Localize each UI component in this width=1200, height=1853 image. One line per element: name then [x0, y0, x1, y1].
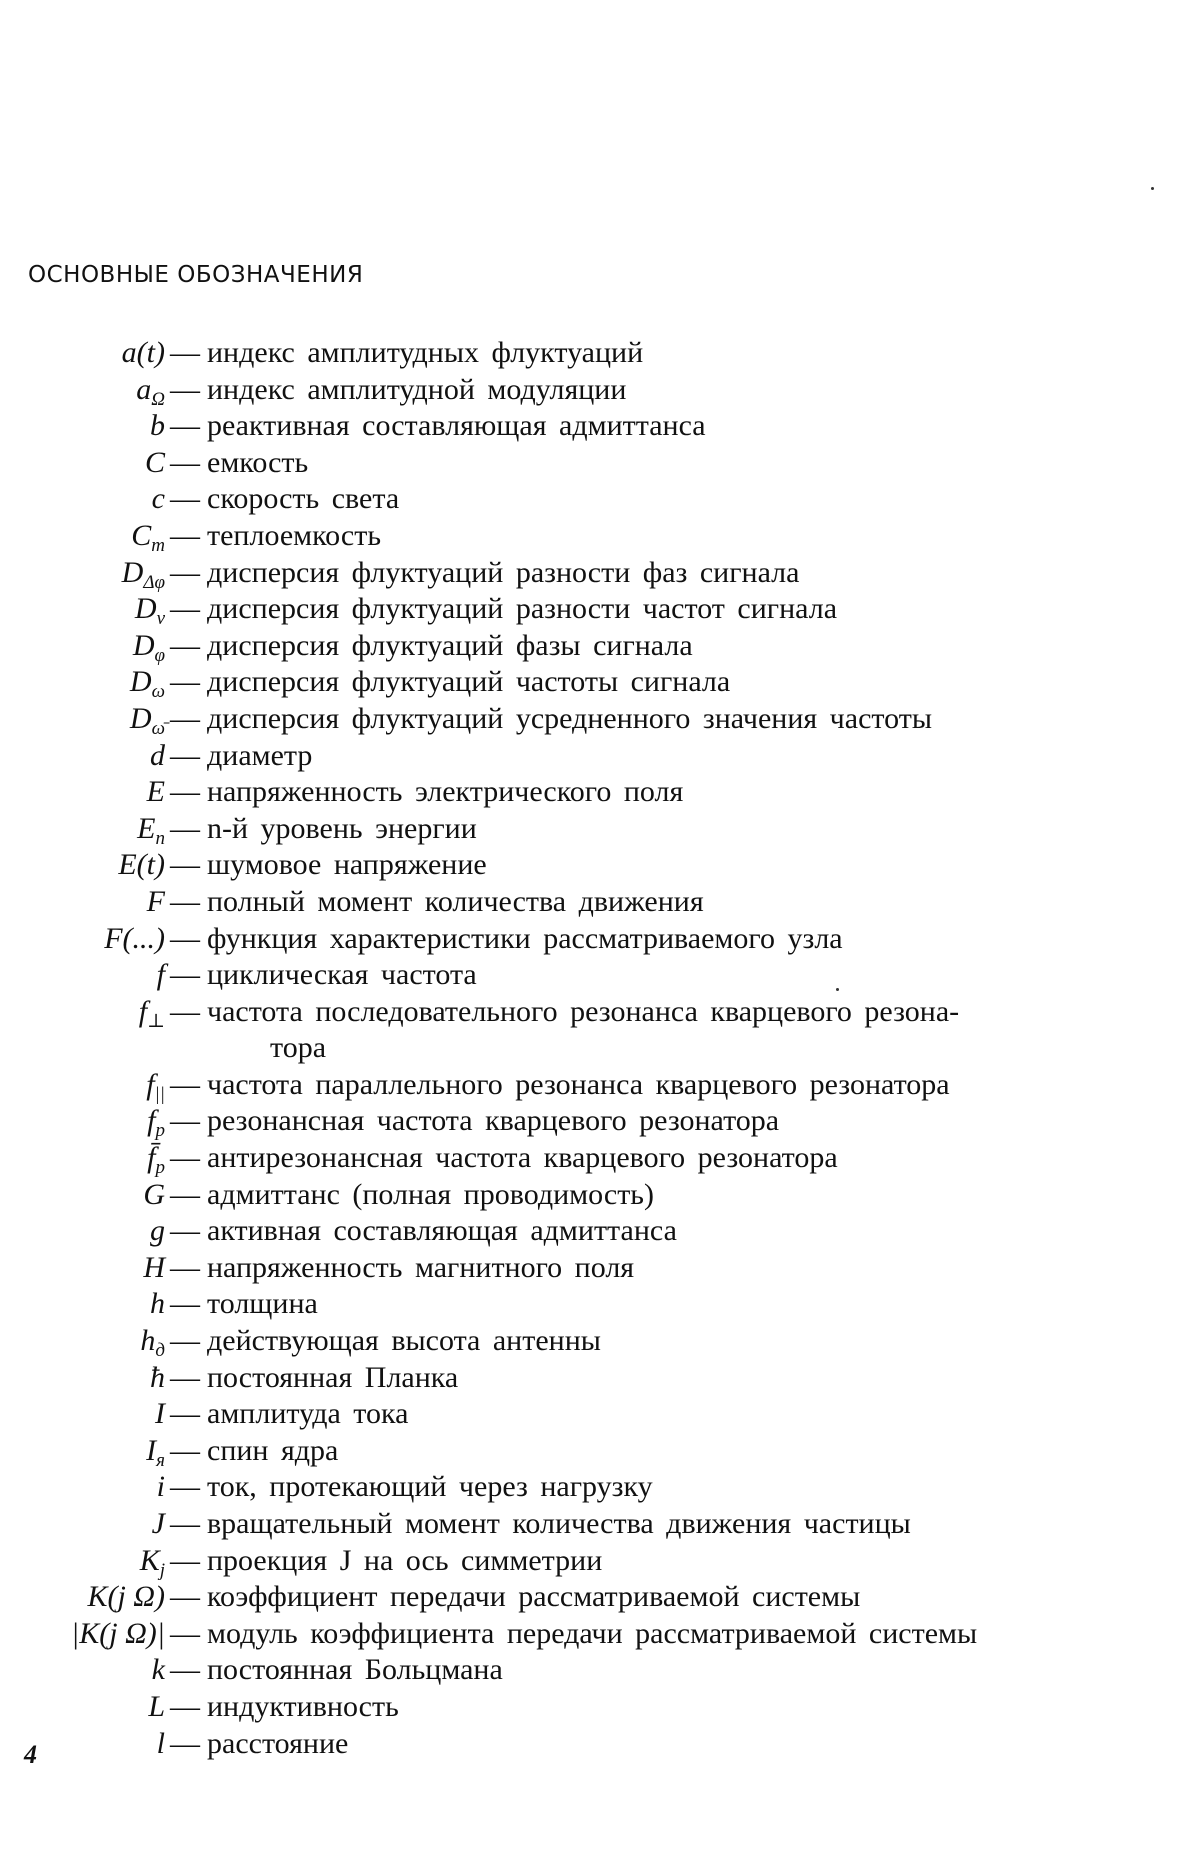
notation-definition	[207, 1177, 1147, 1213]
definition-text: циклическая частота	[207, 958, 477, 992]
notation-definition	[207, 1689, 1147, 1725]
em-dash: —	[170, 1360, 200, 1394]
notation-symbol	[150, 408, 165, 444]
definition-text: спин ядра	[207, 1433, 339, 1467]
notation-symbol	[147, 884, 165, 920]
em-dash: —	[170, 1470, 200, 1504]
notation-entry	[0, 518, 1200, 555]
symbol-subscript: Ω	[151, 388, 165, 410]
em-dash: —	[170, 592, 200, 626]
symbol-subscript: ⊥	[147, 1010, 165, 1032]
notation-symbol	[152, 1652, 165, 1688]
definition-text: ток, протекающий через нагрузку	[207, 1470, 653, 1504]
symbol-base: E(t)	[118, 848, 165, 882]
definition-text: амплитуда тока	[207, 1397, 409, 1431]
notation-entry	[0, 884, 1200, 921]
notation-entry	[0, 1616, 1200, 1653]
symbol-base: L	[148, 1689, 165, 1723]
definition-text: постоянная Больцмана	[207, 1653, 503, 1687]
em-dash: —	[170, 1689, 200, 1723]
definition-text: дисперсия флуктуаций разности частот сигнала	[207, 592, 838, 626]
notation-symbol	[150, 1360, 165, 1396]
em-dash: —	[170, 1141, 200, 1175]
notation-definition	[207, 1506, 1147, 1542]
symbol-subscript: ω̄	[151, 717, 165, 739]
definition-text: индуктивность	[207, 1689, 399, 1723]
notation-symbol	[122, 335, 165, 371]
symbol-base: D	[134, 592, 157, 626]
definition-text: шумовое напряжение	[207, 848, 487, 882]
notation-definition	[207, 555, 1147, 591]
symbol-base: D	[129, 665, 152, 699]
symbol-subscript: т	[151, 534, 165, 556]
symbol-base: ħ	[150, 1360, 165, 1394]
definition-text: вращательный момент количества движения частицы	[207, 1507, 911, 1540]
symbol-subscript: д	[155, 1340, 165, 1362]
symbol-base: K	[139, 1543, 160, 1577]
symbol-base: k	[151, 1653, 165, 1687]
symbol-base: G	[143, 1177, 165, 1211]
notation-entry	[0, 555, 1200, 592]
em-dash: —	[170, 775, 200, 809]
notation-list	[0, 335, 1200, 1762]
symbol-subscript: ||	[154, 1083, 165, 1105]
notation-definition	[207, 481, 1147, 517]
notation-definition	[207, 591, 1147, 627]
notation-definition	[207, 1396, 1147, 1432]
notation-symbol	[150, 738, 165, 774]
definition-text: активная составляющая адмиттанса	[207, 1214, 677, 1248]
notation-definition	[207, 1616, 1147, 1652]
notation-definition	[207, 811, 1147, 847]
notation-definition	[207, 1103, 1147, 1139]
notation-entry	[0, 1543, 1200, 1580]
definition-text: емкость	[207, 445, 309, 479]
em-dash: —	[170, 1543, 200, 1577]
symbol-base: f	[138, 994, 148, 1028]
notation-entry	[0, 664, 1200, 701]
symbol-base: K(j Ω)	[87, 1580, 165, 1614]
definition-text: коэффициент передачи рассматриваемой системы	[207, 1580, 861, 1614]
symbol-base: a(t)	[121, 336, 165, 369]
definition-text: диаметр	[207, 738, 313, 772]
symbol-base: i	[156, 1470, 165, 1504]
symbol-subscript: я	[156, 1449, 165, 1471]
symbol-base: D	[121, 555, 144, 589]
em-dash: —	[170, 1653, 200, 1687]
notation-entry	[0, 994, 1200, 1067]
symbol-subscript: р	[155, 1157, 165, 1179]
notation-entry	[0, 628, 1200, 665]
symbol-base: F(...)	[104, 921, 165, 955]
em-dash: —	[170, 445, 200, 479]
notation-entry	[0, 1433, 1200, 1470]
symbol-base: a	[136, 372, 152, 406]
definition-text: дисперсия флуктуаций фазы сигнала	[207, 628, 693, 662]
notation-entry	[0, 921, 1200, 958]
em-dash: —	[170, 482, 200, 516]
symbol-base: f	[156, 958, 165, 992]
notation-entry	[0, 1726, 1200, 1763]
definition-text: напряженность электрического поля	[207, 775, 684, 809]
symbol-subscript: ν	[156, 608, 165, 630]
symbol-base: J	[151, 1507, 165, 1540]
notation-entry	[0, 445, 1200, 482]
symbol-base: f̄	[147, 1141, 156, 1175]
notation-definition	[207, 664, 1147, 700]
notation-definition	[207, 738, 1147, 774]
scan-speck	[836, 988, 839, 991]
notation-entry	[0, 1250, 1200, 1287]
definition-text: напряженность магнитного поля	[207, 1250, 635, 1284]
notation-entry	[0, 847, 1200, 884]
em-dash: —	[170, 811, 200, 845]
symbol-base: d	[150, 738, 165, 772]
notation-entry	[0, 1323, 1200, 1360]
em-dash: —	[170, 1397, 200, 1431]
notation-definition	[207, 1067, 1147, 1103]
symbol-base: l	[156, 1726, 165, 1760]
symbol-subscript: р	[155, 1120, 165, 1142]
notation-symbol	[152, 1506, 165, 1542]
definition-text: скорость света	[207, 482, 400, 516]
notation-definition	[207, 921, 1147, 957]
definition-text: модуль коэффициента передачи рассматриваемой системы	[207, 1616, 978, 1650]
symbol-base: E	[137, 811, 156, 845]
em-dash: —	[170, 1067, 200, 1101]
em-dash: —	[170, 958, 200, 992]
symbol-base: I	[146, 1433, 157, 1467]
notation-definition	[207, 628, 1147, 664]
symbol-subscript: j	[159, 1559, 165, 1581]
notation-definition	[207, 1469, 1147, 1505]
em-dash: —	[170, 1177, 200, 1211]
symbol-base: g	[150, 1214, 165, 1248]
notation-entry	[0, 372, 1200, 409]
notation-symbol	[139, 994, 165, 1040]
definition-text: действующая высота антенны	[207, 1324, 601, 1358]
em-dash: —	[170, 848, 200, 882]
symbol-base: D	[132, 628, 155, 662]
definition-text: индекс амплитудных флуктуаций	[207, 336, 644, 369]
scan-speck	[1151, 187, 1154, 190]
definition-continuation: тора	[270, 1030, 327, 1064]
notation-entry	[0, 591, 1200, 628]
notation-definition	[207, 957, 1147, 993]
definition-text: расстояние	[207, 1726, 349, 1760]
notation-symbol	[143, 1250, 165, 1286]
symbol-subscript: Δφ	[143, 571, 165, 593]
notation-entry	[0, 408, 1200, 445]
notation-definition	[207, 1286, 1147, 1322]
symbol-subscript: φ	[154, 644, 165, 666]
notation-entry	[0, 957, 1200, 994]
notation-definition	[207, 518, 1147, 554]
em-dash: —	[170, 1287, 200, 1321]
em-dash: —	[170, 409, 200, 443]
em-dash: —	[170, 1250, 200, 1284]
definition-text: резонансная частота кварцевого резонатора	[207, 1104, 780, 1138]
notation-entry	[0, 701, 1200, 738]
notation-definition	[207, 1360, 1147, 1396]
notation-entry	[0, 774, 1200, 811]
em-dash: —	[170, 1324, 200, 1358]
definition-text: дисперсия флуктуаций разности фаз сигнала	[207, 555, 800, 589]
notation-entry	[0, 1579, 1200, 1616]
definition-text: дисперсия флуктуаций усредненного значения частоты	[207, 701, 932, 735]
em-dash: —	[170, 921, 200, 955]
definition-text: толщина	[207, 1287, 318, 1321]
notation-symbol	[104, 921, 165, 957]
definition-text: частота параллельного резонанса кварцевого резонатора	[207, 1067, 950, 1101]
notation-definition	[207, 1579, 1147, 1615]
symbol-base: h	[140, 1324, 156, 1358]
em-dash: —	[170, 1616, 200, 1650]
notation-symbol	[87, 1579, 165, 1615]
definition-text: адмиттанс (полная проводимость)	[207, 1177, 654, 1211]
em-dash: —	[170, 518, 200, 552]
symbol-base: b	[150, 409, 165, 443]
notation-entry	[0, 1396, 1200, 1433]
notation-symbol	[147, 774, 165, 810]
notation-entry	[0, 1177, 1200, 1214]
symbol-base: E	[146, 775, 165, 809]
definition-text: полный момент количества движения	[207, 884, 704, 918]
notation-symbol	[71, 1616, 165, 1652]
notation-symbol	[148, 1689, 165, 1725]
notation-definition	[207, 1652, 1147, 1688]
notation-symbol	[118, 847, 165, 883]
notation-entry	[0, 1103, 1200, 1140]
notation-definition	[207, 701, 1147, 737]
symbol-base: C	[144, 445, 165, 479]
notation-definition	[207, 847, 1147, 883]
definition-text: n-й уровень энергии	[207, 811, 477, 845]
em-dash: —	[170, 994, 200, 1028]
notation-symbol	[157, 1469, 165, 1505]
notation-entry	[0, 335, 1200, 372]
notation-definition	[207, 994, 1147, 1066]
notation-definition	[207, 445, 1147, 481]
symbol-base: C	[131, 518, 152, 552]
notation-entry	[0, 738, 1200, 775]
notation-entry	[0, 1213, 1200, 1250]
em-dash: —	[170, 628, 200, 662]
notation-definition	[207, 1323, 1147, 1359]
em-dash: —	[170, 336, 200, 369]
symbol-base: I	[155, 1397, 165, 1431]
notation-symbol	[143, 1177, 165, 1213]
notation-definition	[207, 1140, 1147, 1176]
notation-entry	[0, 1652, 1200, 1689]
em-dash: —	[170, 1580, 200, 1614]
notation-symbol	[150, 1286, 165, 1322]
symbol-base: F	[146, 884, 165, 918]
em-dash: —	[170, 555, 200, 589]
notation-entry	[0, 1286, 1200, 1323]
symbol-base: |K(j Ω)|	[70, 1616, 165, 1650]
em-dash: —	[170, 372, 200, 406]
definition-text: проекция J на ось симметрии	[207, 1543, 603, 1577]
notation-entry	[0, 1140, 1200, 1177]
definition-text: частота последовательного резонанса кварцевого резона-	[207, 994, 960, 1028]
notation-entry	[0, 811, 1200, 848]
em-dash: —	[170, 884, 200, 918]
notation-entry	[0, 481, 1200, 518]
definition-text: дисперсия флуктуаций частоты сигнала	[207, 665, 731, 699]
page-number: 4	[24, 1740, 37, 1769]
symbol-base: h	[150, 1287, 165, 1321]
definition-text: индекс амплитудной модуляции	[207, 372, 627, 406]
definition-text: постоянная Планка	[207, 1360, 459, 1394]
em-dash: —	[170, 665, 200, 699]
notation-symbol	[157, 957, 165, 993]
notation-symbol	[157, 1726, 165, 1762]
notation-definition	[207, 335, 1147, 371]
notation-symbol	[150, 1213, 165, 1249]
notation-entry	[0, 1469, 1200, 1506]
notation-symbol	[152, 481, 165, 517]
symbol-base: f	[146, 1067, 155, 1101]
symbol-subscript: ω	[151, 681, 165, 703]
symbol-base: f	[147, 1104, 156, 1138]
notation-symbol	[145, 445, 165, 481]
em-dash: —	[170, 1726, 200, 1760]
em-dash: —	[170, 1214, 200, 1248]
definition-text: реактивная составляющая адмиттанса	[207, 409, 706, 443]
notation-definition	[207, 1726, 1147, 1762]
symbol-base: c	[151, 482, 165, 516]
notation-definition	[207, 884, 1147, 920]
definition-text: функция характеристики рассматриваемого узла	[207, 921, 843, 955]
notation-definition	[207, 1543, 1147, 1579]
section-heading: ОСНОВНЫЕ ОБОЗНАЧЕНИЯ	[28, 262, 364, 288]
em-dash: —	[170, 738, 200, 772]
em-dash: —	[170, 1507, 200, 1540]
symbol-base: D	[129, 701, 152, 735]
em-dash: —	[170, 1433, 200, 1467]
em-dash: —	[170, 1104, 200, 1138]
em-dash: —	[170, 701, 200, 735]
notation-entry	[0, 1360, 1200, 1397]
notation-definition	[207, 1250, 1147, 1286]
definition-text: теплоемкость	[207, 518, 382, 552]
notation-entry	[0, 1506, 1200, 1543]
symbol-subscript: n	[155, 827, 165, 849]
notation-definition	[207, 408, 1147, 444]
notation-entry	[0, 1067, 1200, 1104]
definition-text: антирезонансная частота кварцевого резонатора	[207, 1141, 838, 1175]
notation-definition	[207, 372, 1147, 408]
notation-definition	[207, 1433, 1147, 1469]
symbol-base: H	[143, 1250, 165, 1284]
notation-symbol	[155, 1396, 165, 1432]
notation-entry	[0, 1689, 1200, 1726]
notation-definition	[207, 1213, 1147, 1249]
notation-definition	[207, 774, 1147, 810]
